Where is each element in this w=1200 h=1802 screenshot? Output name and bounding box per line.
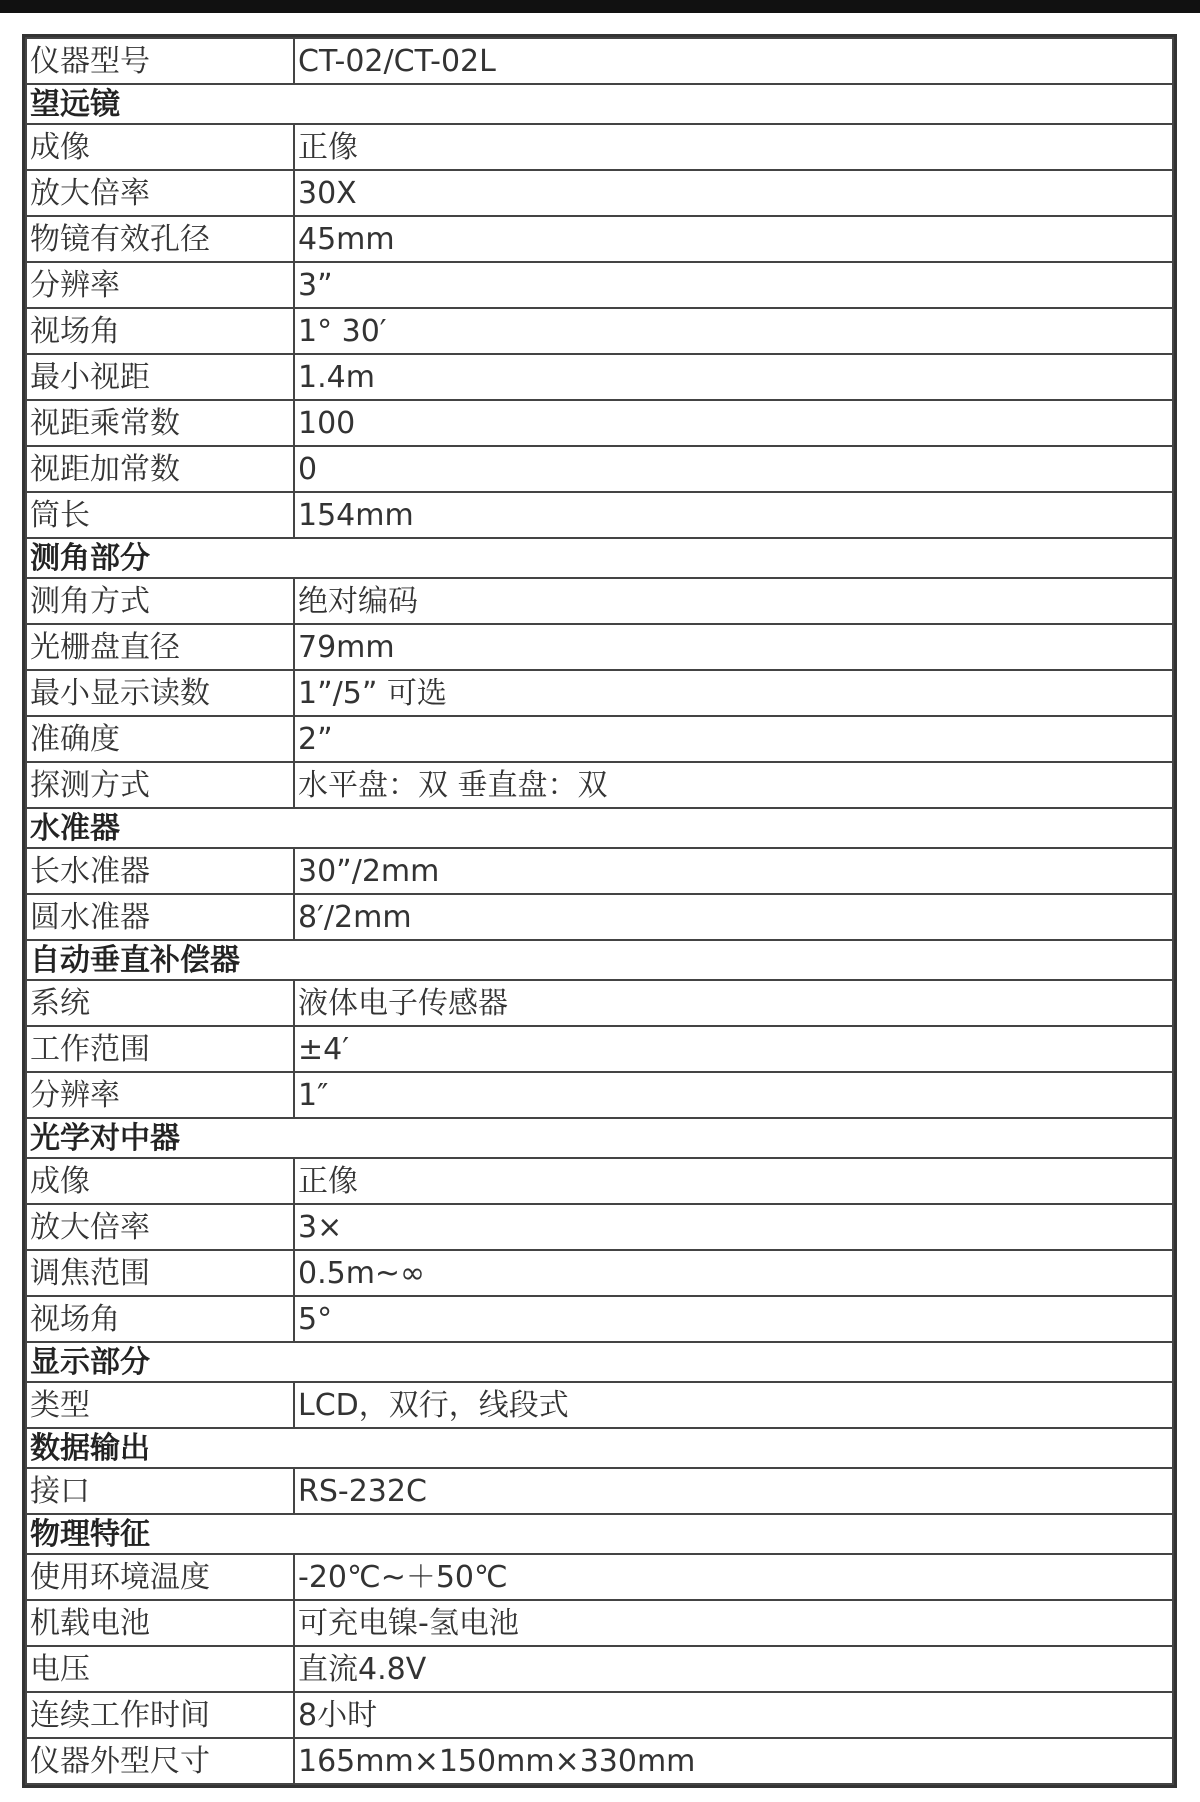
spec-label: 调焦范围 [26,1250,294,1296]
spec-label: 最小视距 [26,354,294,400]
table-row [26,38,1173,84]
spec-value: 1″ [294,1072,1173,1118]
spec-value: 正像 [294,1158,1173,1204]
table-row [26,1468,1173,1514]
spec-value: 45mm [294,216,1173,262]
section-header-row [26,538,1173,578]
table-row [26,354,1173,400]
spec-label: 分辨率 [26,262,294,308]
spec-value: CT-02/CT-02L [294,38,1173,84]
table-row [26,1296,1173,1342]
table-row [26,848,1173,894]
spec-label: 仪器型号 [26,38,294,84]
table-row [26,1646,1173,1692]
top-bar [0,0,1200,13]
spec-value: 0.5m~∞ [294,1250,1173,1296]
table-row [26,1692,1173,1738]
spec-label: 准确度 [26,716,294,762]
spec-value: 5° [294,1296,1173,1342]
table-row [26,1026,1173,1072]
table-row [26,894,1173,940]
table-row [26,716,1173,762]
spec-value: LCD，双行，线段式 [294,1382,1173,1428]
table-row [26,1600,1173,1646]
section-header-row [26,1428,1173,1468]
spec-label: 视场角 [26,308,294,354]
spec-value: 可充电镍-氢电池 [294,1600,1173,1646]
spec-label: 接口 [26,1468,294,1514]
spec-value: 8小时 [294,1692,1173,1738]
table-row [26,1072,1173,1118]
section-title: 望远镜 [26,84,1173,124]
section-title: 光学对中器 [26,1118,1173,1158]
table-row [26,262,1173,308]
spec-label: 最小显示读数 [26,670,294,716]
table-row [26,216,1173,262]
table-row [26,1738,1173,1784]
spec-label: 探测方式 [26,762,294,808]
spec-value: 1”/5” 可选 [294,670,1173,716]
spec-sheet [22,34,1177,1788]
section-title: 物理特征 [26,1514,1173,1554]
spec-value: 1.4m [294,354,1173,400]
spec-table [25,37,1174,1785]
spec-label: 机载电池 [26,1600,294,1646]
spec-value: 0 [294,446,1173,492]
section-title: 显示部分 [26,1342,1173,1382]
spec-value: 正像 [294,124,1173,170]
table-row [26,1250,1173,1296]
spec-value: 79mm [294,624,1173,670]
spec-value: 100 [294,400,1173,446]
table-row [26,980,1173,1026]
spec-value: ±4′ [294,1026,1173,1072]
spec-label: 系统 [26,980,294,1026]
spec-value: 154mm [294,492,1173,538]
spec-label: 分辨率 [26,1072,294,1118]
section-title: 数据输出 [26,1428,1173,1468]
table-row [26,1382,1173,1428]
spec-label: 放大倍率 [26,1204,294,1250]
spec-value: 液体电子传感器 [294,980,1173,1026]
spec-value: 165mm×150mm×330mm [294,1738,1173,1784]
spec-label: 视场角 [26,1296,294,1342]
spec-value: -20℃~＋50℃ [294,1554,1173,1600]
section-header-row [26,1514,1173,1554]
spec-value: 1° 30′ [294,308,1173,354]
spec-value: 3× [294,1204,1173,1250]
spec-label: 仪器外型尺寸 [26,1738,294,1784]
table-row [26,1158,1173,1204]
spec-label: 圆水准器 [26,894,294,940]
table-row [26,308,1173,354]
spec-label: 工作范围 [26,1026,294,1072]
spec-label: 使用环境温度 [26,1554,294,1600]
section-header-row [26,84,1173,124]
spec-label: 成像 [26,124,294,170]
spec-label: 放大倍率 [26,170,294,216]
section-header-row [26,1118,1173,1158]
spec-label: 电压 [26,1646,294,1692]
spec-label: 连续工作时间 [26,1692,294,1738]
table-row [26,624,1173,670]
spec-value: 绝对编码 [294,578,1173,624]
spec-label: 光栅盘直径 [26,624,294,670]
table-row [26,124,1173,170]
table-row [26,670,1173,716]
spec-value: 30X [294,170,1173,216]
spec-value: 3” [294,262,1173,308]
section-header-row [26,808,1173,848]
spec-label: 视距加常数 [26,446,294,492]
section-header-row [26,1342,1173,1382]
spec-value: 8′/2mm [294,894,1173,940]
spec-value: 直流4.8V [294,1646,1173,1692]
spec-label: 测角方式 [26,578,294,624]
section-title: 水准器 [26,808,1173,848]
spec-label: 类型 [26,1382,294,1428]
spec-value: 2” [294,716,1173,762]
table-row [26,400,1173,446]
spec-label: 长水准器 [26,848,294,894]
section-title: 测角部分 [26,538,1173,578]
spec-value: 水平盘：双 垂直盘：双 [294,762,1173,808]
table-row [26,492,1173,538]
table-row [26,170,1173,216]
table-row [26,578,1173,624]
spec-label: 物镜有效孔径 [26,216,294,262]
section-header-row [26,940,1173,980]
table-row [26,446,1173,492]
spec-label: 视距乘常数 [26,400,294,446]
table-row [26,1204,1173,1250]
table-row [26,762,1173,808]
spec-label: 筒长 [26,492,294,538]
spec-label: 成像 [26,1158,294,1204]
section-title: 自动垂直补偿器 [26,940,1173,980]
table-row [26,1554,1173,1600]
spec-table-body [26,38,1173,1784]
spec-value: RS-232C [294,1468,1173,1514]
spec-value: 30”/2mm [294,848,1173,894]
